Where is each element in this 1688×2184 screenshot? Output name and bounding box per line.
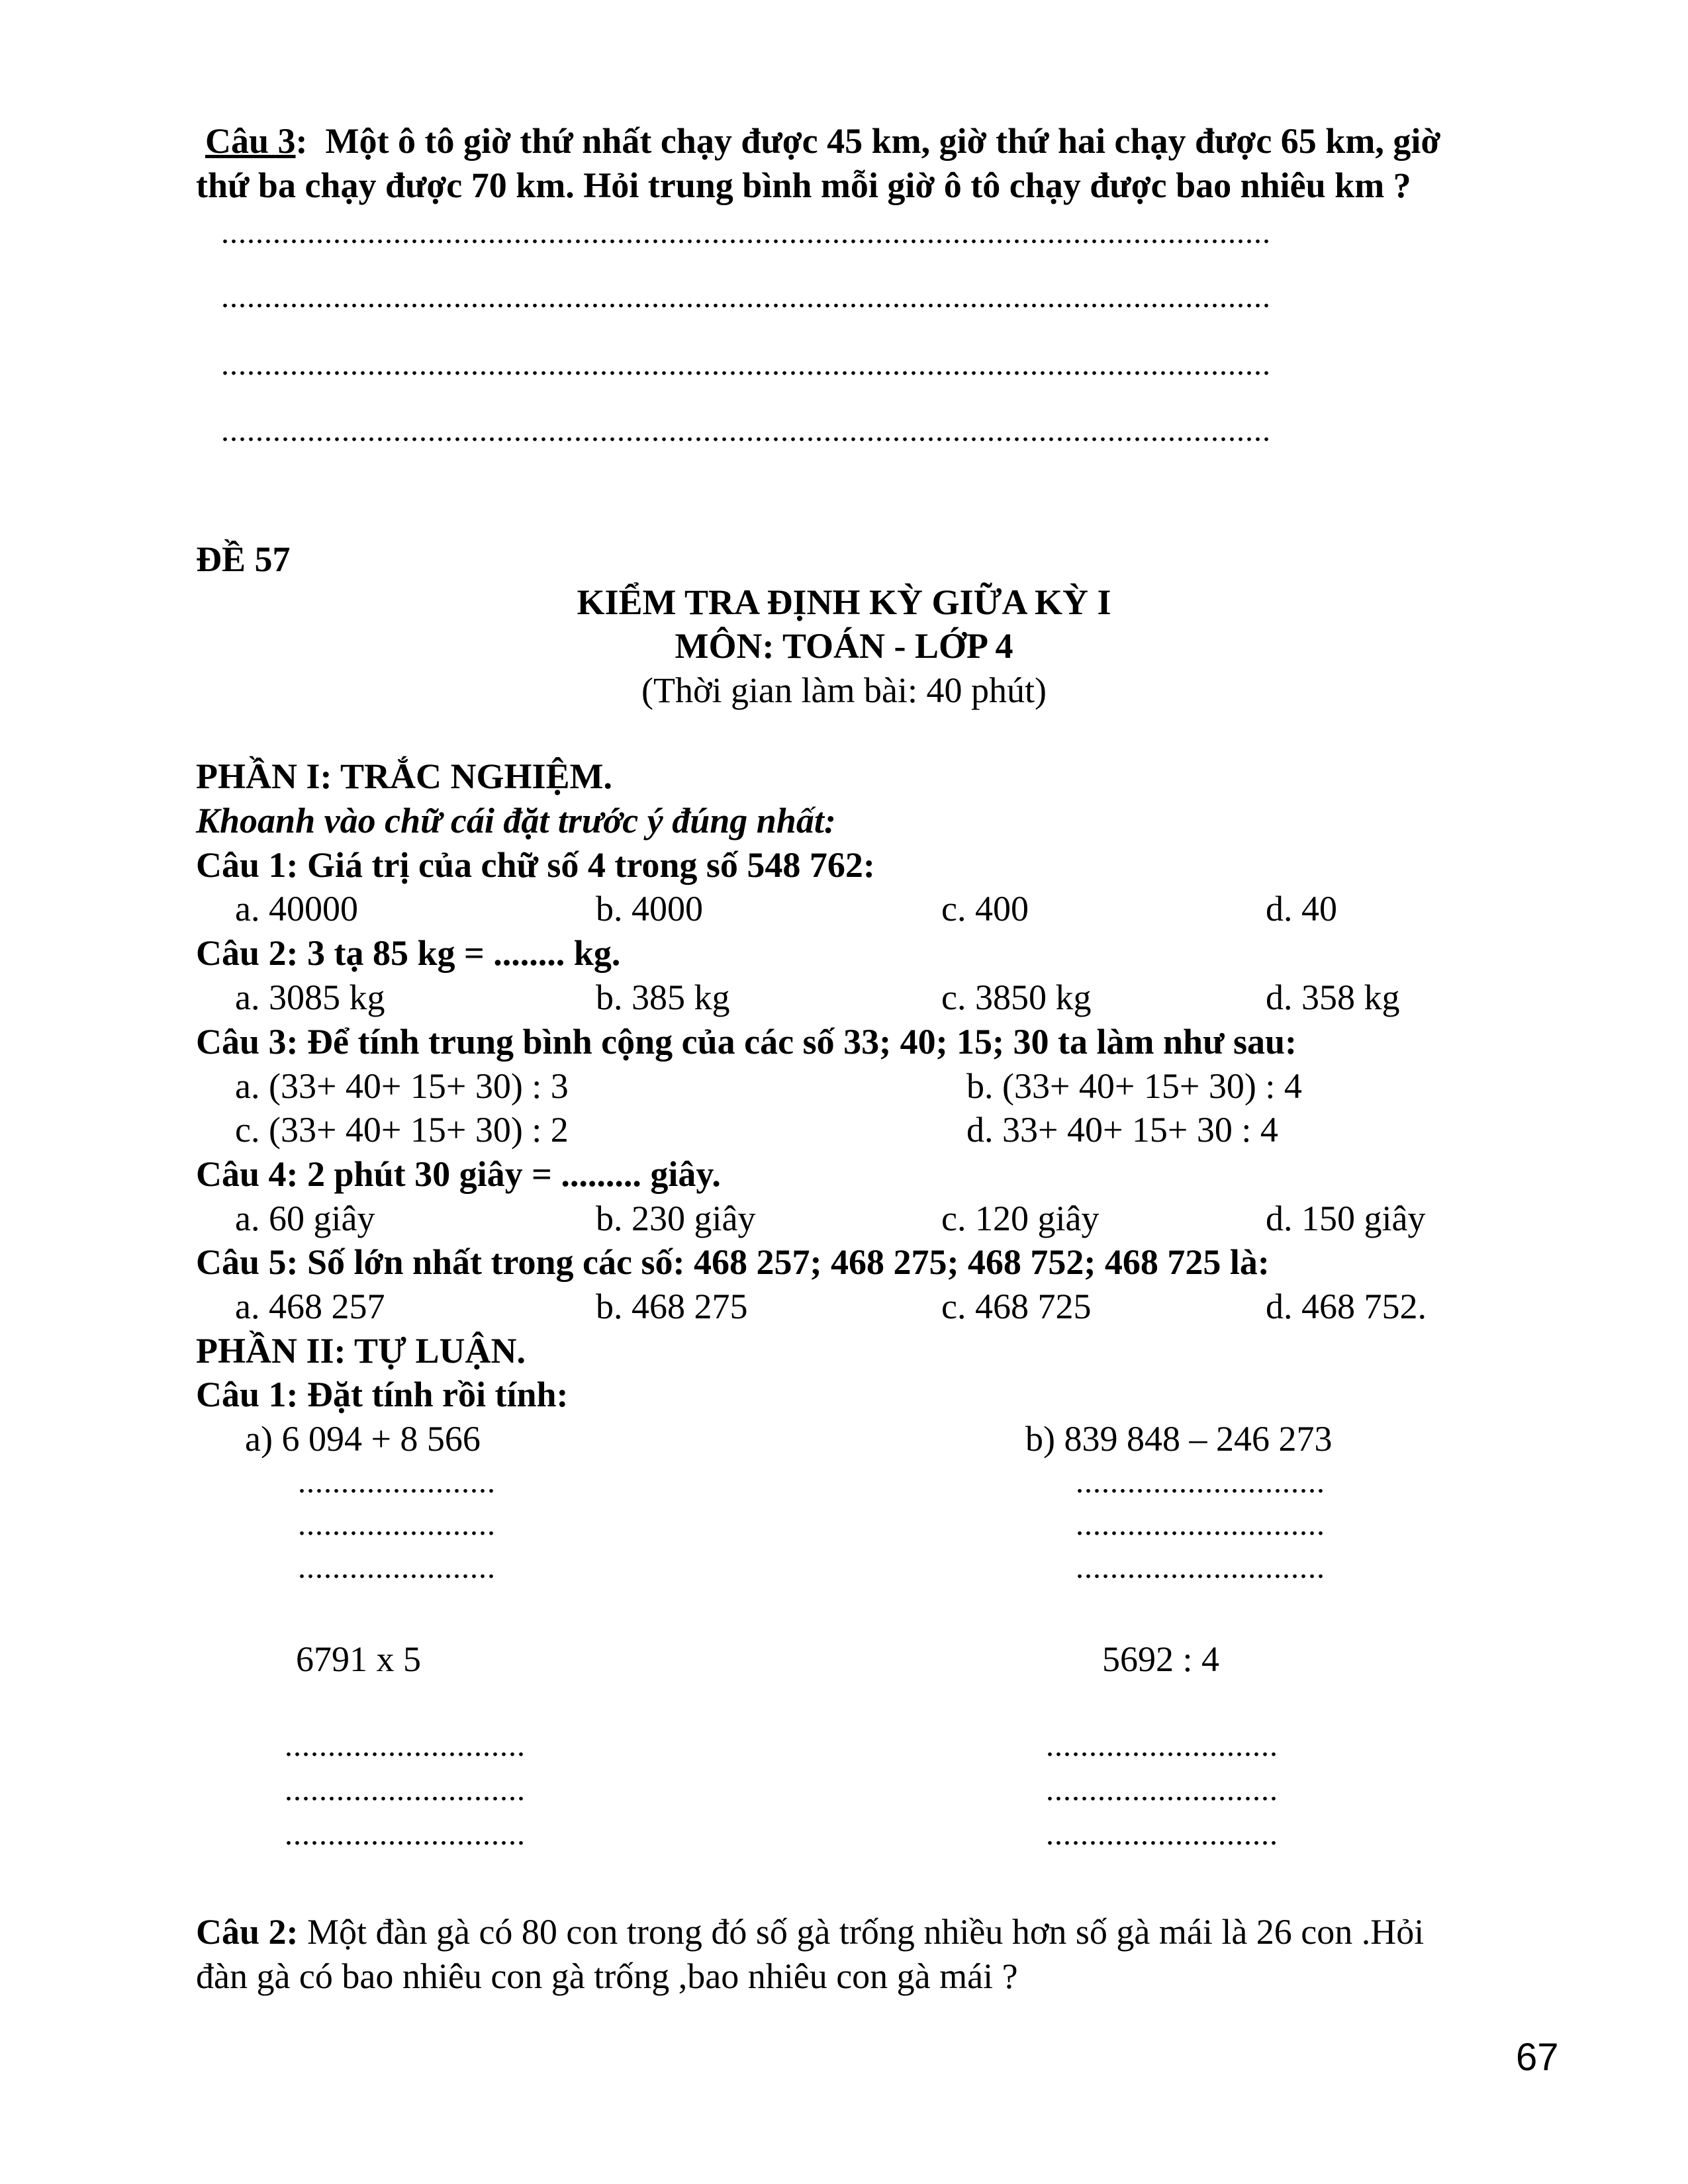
working-line: ............................: [285, 1819, 526, 1850]
part2-question-2-text1: Một đàn gà có 80 con trong đó số gà trống nhiều hơn số gà mái là 26 con .Hỏi: [298, 1912, 1425, 1952]
option-c: c. 120 giây: [941, 1199, 1100, 1238]
working-line: ............................: [285, 1774, 526, 1806]
option-b: b. 4000: [596, 889, 703, 929]
question-3: Câu 3: Để tính trung bình cộng của các số 33; 40; 15; 30 ta làm như sau:: [196, 1022, 1297, 1062]
option-b: b. 385 kg: [596, 978, 730, 1017]
answer-line: ..........................................................................................................................: [221, 217, 1271, 249]
answer-line: ..........................................................................................................................: [221, 281, 1271, 313]
option-a: a. 40000: [235, 889, 358, 929]
question-1: Câu 1: Giá trị của chữ số 4 trong số 548 762:: [196, 845, 875, 885]
working-line: .......................: [298, 1467, 496, 1498]
exam-time: (Thời gian làm bài: 40 phút): [641, 670, 1047, 710]
prev-q3-colon: :: [295, 121, 308, 161]
part1-instruction: Khoanh vào chữ cái đặt trước ý đúng nhất:: [196, 801, 836, 841]
part2-question-1: Câu 1: Đặt tính rồi tính:: [196, 1375, 569, 1414]
question-2: Câu 2: 3 tạ 85 kg = ........ kg.: [196, 933, 621, 973]
working-line: ...........................: [1046, 1774, 1278, 1806]
working-line: .............................: [1076, 1552, 1325, 1584]
question-5: Câu 5: Số lớn nhất trong các số: 468 257; 468 275; 468 752; 468 725 là:: [196, 1242, 1270, 1282]
working-line: ...........................: [1046, 1819, 1278, 1850]
option-c: c. (33+ 40+ 15+ 30) : 2: [235, 1110, 569, 1150]
answer-line: ..........................................................................................................................: [221, 415, 1271, 447]
working-line: ............................: [285, 1730, 526, 1762]
option-b: b. (33+ 40+ 15+ 30) : 4: [966, 1066, 1302, 1106]
option-b: b. 230 giây: [596, 1199, 756, 1238]
option-d: d. 150 giây: [1266, 1199, 1426, 1238]
calc-d: 5692 : 4: [1102, 1639, 1220, 1679]
working-line: ...........................: [1046, 1730, 1278, 1762]
prev-q3-line1: [205, 123, 1440, 159]
working-line: .............................: [1076, 1509, 1325, 1541]
option-a: a. 60 giây: [235, 1199, 375, 1238]
option-d: d. 468 752.: [1266, 1287, 1427, 1326]
part1-heading: PHẦN I: TRẮC NGHIỆM.: [196, 756, 613, 796]
working-line: .......................: [298, 1552, 496, 1584]
option-c: c. 3850 kg: [941, 978, 1092, 1017]
option-d: d. 33+ 40+ 15+ 30 : 4: [966, 1110, 1278, 1150]
working-line: .......................: [298, 1509, 496, 1541]
exam-subject: MÔN: TOÁN - LỚP 4: [675, 626, 1013, 666]
exam-number: ĐỀ 57: [196, 539, 291, 579]
part2-question-2-line1: [196, 1914, 1424, 1950]
prev-q3-line2: thứ ba chạy được 70 km. Hỏi trung bình mỗi giờ ô tô chạy được bao nhiêu km ?: [196, 165, 1411, 205]
calc-a: a) 6 094 + 8 566: [245, 1419, 481, 1459]
option-c: c. 468 725: [941, 1287, 1092, 1326]
part2-question-2-label: Câu 2:: [196, 1912, 299, 1952]
calc-b: b) 839 848 – 246 273: [1025, 1419, 1333, 1459]
calc-c: 6791 x 5: [296, 1639, 421, 1679]
prev-q3-text1: Một ô tô giờ thứ nhất chạy được 45 km, giờ thứ hai chạy được 65 km, giờ: [325, 121, 1441, 161]
question-4: Câu 4: 2 phút 30 giây = ......... giây.: [196, 1154, 721, 1194]
working-line: .............................: [1076, 1467, 1325, 1498]
page-number: 67: [1516, 2036, 1559, 2079]
option-a: a. 468 257: [235, 1287, 385, 1326]
part2-question-2-line2: đàn gà có bao nhiêu con gà trống ,bao nhiêu con gà mái ?: [196, 1956, 1018, 1996]
exam-title: KIỂM TRA ĐỊNH KỲ GIỮA KỲ I: [577, 582, 1111, 622]
option-d: d. 358 kg: [1266, 978, 1400, 1017]
option-d: d. 40: [1266, 889, 1337, 929]
part2-heading: PHẦN II: TỰ LUẬN.: [196, 1331, 526, 1371]
answer-line: ..........................................................................................................................: [221, 349, 1271, 381]
prev-q3-label: Câu 3: [205, 121, 296, 161]
option-a: a. (33+ 40+ 15+ 30) : 3: [235, 1066, 569, 1106]
option-c: c. 400: [941, 889, 1029, 929]
option-b: b. 468 275: [596, 1287, 748, 1326]
option-a: a. 3085 kg: [235, 978, 385, 1017]
